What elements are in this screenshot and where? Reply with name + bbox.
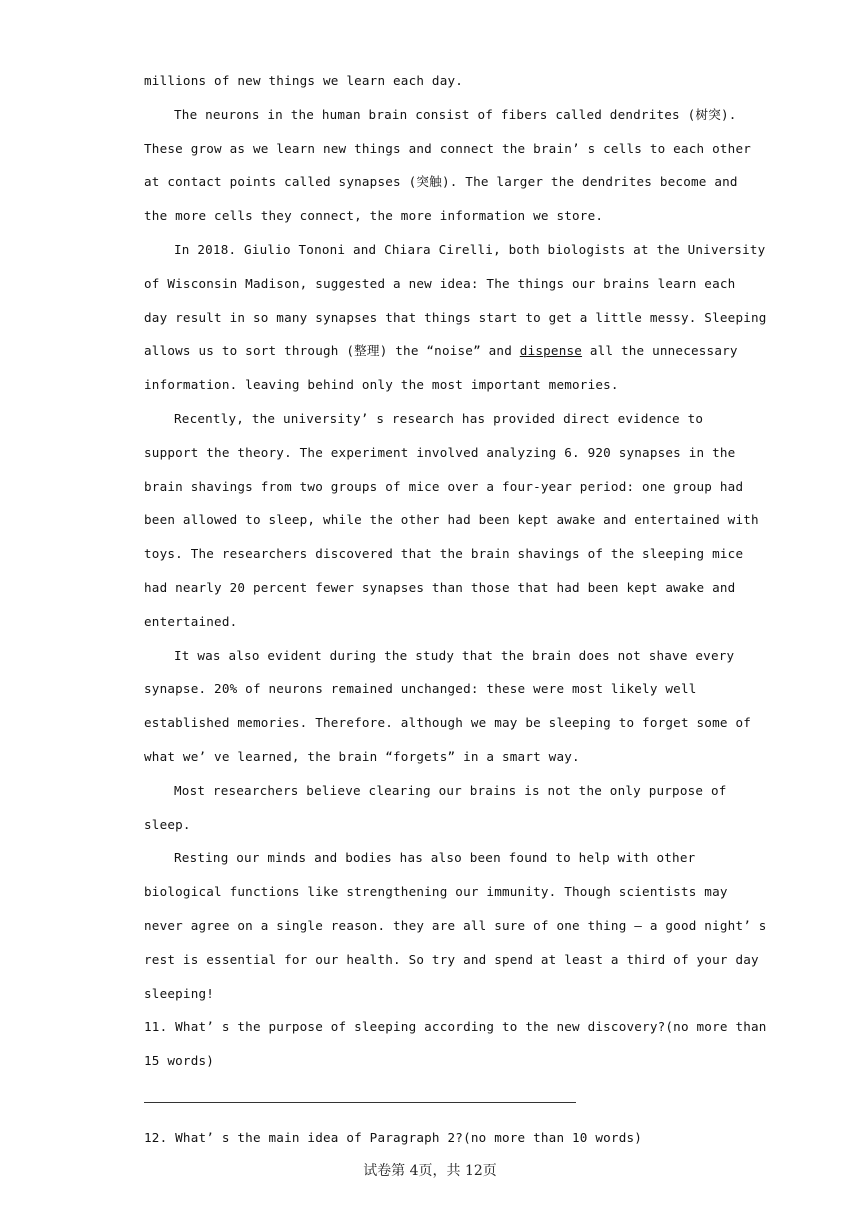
text-line: It was also evident during the study that the brain does not shave every	[174, 647, 735, 663]
text-line: toys. The researchers discovered that the brain shavings of the sleeping mice	[144, 546, 744, 562]
underlined-word: dispense	[519, 343, 583, 359]
text-line: In 2018. Giulio Tononi and Chiara Cirelli, both biologists at the University	[174, 241, 766, 257]
text-span: all the unnecessary	[582, 343, 738, 359]
text-line: millions of new things we learn each day.	[144, 73, 464, 88]
text-line: sleeping!	[144, 985, 215, 1001]
paragraph-evidence	[144, 402, 759, 639]
text-line: brain shavings from two groups of mice over a four-year period: one group had	[144, 478, 744, 494]
text-line: had nearly 20 percent fewer synapses than those that had been kept awake and	[144, 579, 736, 595]
text-line: information. leaving behind only the most important memories.	[144, 377, 619, 393]
text-line: Resting our minds and bodies has also been found to help with other	[174, 850, 696, 866]
question-12	[144, 1121, 716, 1155]
document-body	[144, 64, 767, 1155]
text-line: established memories. Therefore. although we may be sleeping to forget some of	[144, 715, 752, 731]
question-11	[144, 1010, 767, 1078]
text-line: Most researchers believe clearing our brains is not the only purpose of	[174, 782, 727, 798]
text-line: Recently, the university’ s research has provided direct evidence to	[174, 410, 704, 426]
text-line: synapse. 20% of neurons remained unchanged: these were most likely well	[144, 681, 697, 697]
text-line: been allowed to sleep, while the other had been kept awake and entertained with	[144, 512, 759, 528]
text-line: rest is essential for our health. So try and spend at least a third of your day	[144, 951, 759, 967]
text-line: sleep.	[144, 816, 191, 832]
text-span: allows us to sort through (整理) the “noise” and	[144, 343, 520, 359]
text-line: never agree on a single reason. they are all sure of one thing — a good night’ s	[144, 917, 767, 933]
page-footer: 试卷第 4页，共 12页	[363, 1163, 497, 1179]
paragraph-smart-forgetting	[144, 639, 752, 774]
text-line: of Wisconsin Madison, suggested a new idea: The things our brains learn each	[144, 275, 736, 291]
paragraph-purpose	[144, 774, 727, 842]
paragraph-theory	[144, 233, 767, 402]
paragraph-continued	[144, 64, 716, 98]
paragraph-neurons	[144, 98, 752, 233]
question-text: 11. What’ s the purpose of sleeping according to the new discovery?(no more than	[144, 1019, 767, 1035]
text-line: biological functions like strengthening our immunity. Though scientists may	[144, 884, 728, 900]
question-text: 12. What’ s the main idea of Paragraph 2?(no more than 10 words)	[144, 1129, 643, 1145]
text-line	[144, 98, 737, 132]
text-line: These grow as we learn new things and connect the brain’ s cells to each other	[144, 140, 752, 156]
answer-blank-line[interactable]	[144, 1102, 576, 1103]
text-line: support the theory. The experiment involved analyzing 6. 920 synapses in the	[144, 444, 736, 460]
paragraph-conclusion	[144, 841, 767, 1010]
text-line: the more cells they connect, the more information we store.	[144, 208, 604, 224]
text-line: at contact points called synapses (突触). The larger the dendrites become and	[144, 174, 738, 190]
text-span: The neurons in the human brain consist of fibers called dendrites (树突).	[174, 106, 737, 122]
text-line: day result in so many synapses that things start to get a little messy. Sleeping	[144, 309, 767, 325]
question-text: 15 words)	[144, 1053, 215, 1069]
text-line	[144, 334, 738, 368]
text-line: what we’ ve learned, the brain “forgets” in a smart way.	[144, 748, 580, 764]
text-line: entertained.	[144, 613, 238, 629]
